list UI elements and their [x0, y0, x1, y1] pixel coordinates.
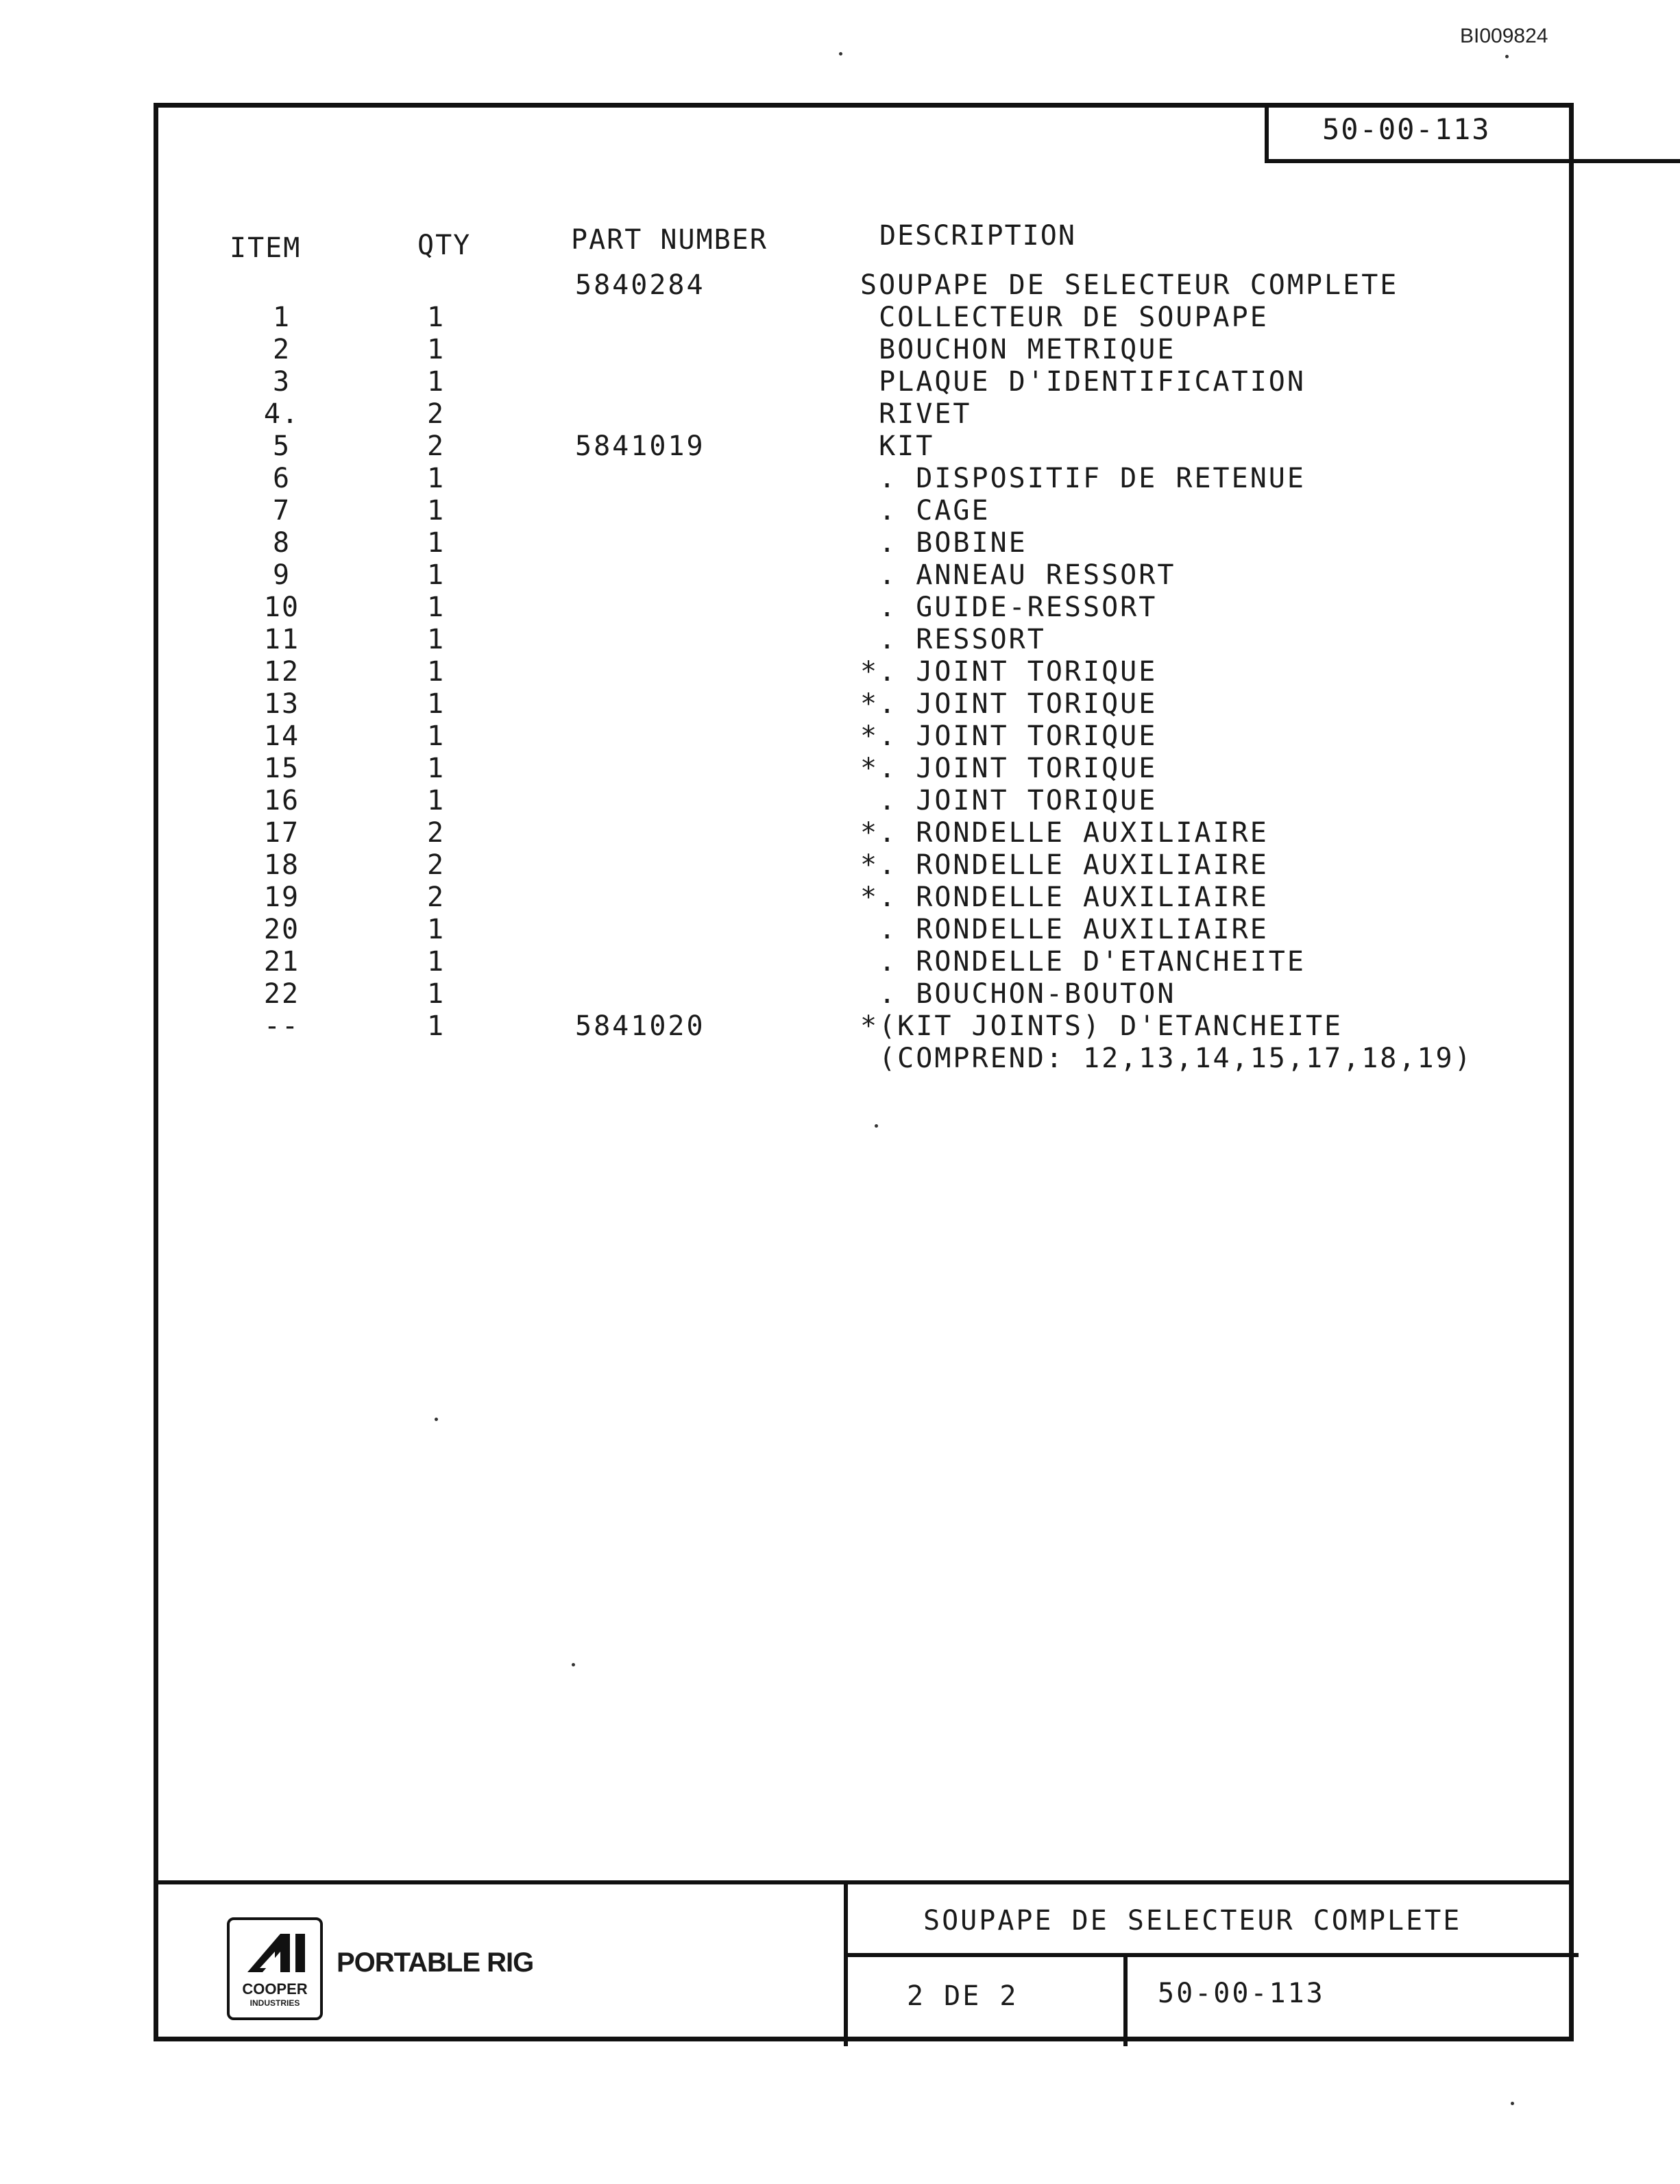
header-qty: QTY	[417, 230, 472, 261]
description-cell: KIT	[860, 430, 935, 462]
table-row	[158, 688, 1569, 720]
qty-cell: 1	[426, 463, 444, 494]
qty-cell: 2	[426, 817, 444, 849]
table-row	[158, 946, 1569, 978]
item-cell: 3	[272, 366, 291, 398]
scan-speck	[572, 1663, 575, 1666]
scan-speck	[875, 1124, 878, 1128]
table-row	[158, 398, 1569, 430]
item-cell: 4.	[263, 398, 300, 430]
table-row	[158, 882, 1569, 914]
qty-cell: 1	[426, 785, 444, 816]
table-row	[158, 269, 1569, 302]
table-row	[158, 334, 1569, 366]
description-cell: . BOBINE	[860, 527, 1027, 559]
description-cell: *. RONDELLE AUXILIAIRE	[860, 849, 1269, 881]
table-row	[158, 366, 1569, 398]
parts-list-frame	[154, 103, 1574, 2041]
description-cell: *. JOINT TORIQUE	[860, 688, 1158, 720]
description-cell: *(KIT JOINTS) D'ETANCHEITE	[860, 1010, 1343, 1042]
qty-cell: 1	[426, 302, 444, 333]
description-cell: *. JOINT TORIQUE	[860, 656, 1158, 688]
table-row	[158, 1010, 1569, 1043]
item-cell: 6	[272, 463, 291, 494]
table-row	[158, 978, 1569, 1010]
qty-cell: 1	[426, 495, 444, 526]
qty-cell: 1	[426, 914, 444, 945]
table-row	[158, 785, 1569, 817]
item-cell: 20	[263, 914, 300, 945]
description-cell: *. RONDELLE AUXILIAIRE	[860, 882, 1269, 913]
table-row	[158, 1043, 1569, 1075]
item-cell: 1	[272, 302, 291, 333]
part-number-cell: 5841019	[575, 430, 705, 462]
cooper-logo-mark-icon	[242, 1928, 311, 1978]
item-cell: 22	[263, 978, 300, 1010]
qty-cell: 2	[426, 882, 444, 913]
description-cell: . RONDELLE D'ETANCHEITE	[860, 946, 1306, 978]
table-row	[158, 624, 1569, 656]
item-cell: --	[263, 1010, 300, 1042]
table-row	[158, 753, 1569, 785]
logo-subtext: INDUSTRIES	[249, 1998, 300, 2008]
qty-cell: 1	[426, 559, 444, 591]
description-cell: (COMPREND: 12,13,14,15,17,18,19)	[860, 1043, 1473, 1074]
item-cell: 15	[263, 753, 300, 784]
scan-speck	[1511, 2102, 1514, 2105]
reference-box	[1265, 103, 1680, 163]
qty-cell: 1	[426, 527, 444, 559]
description-cell: . RONDELLE AUXILIAIRE	[860, 914, 1269, 945]
table-row	[158, 302, 1569, 334]
logo-text: COOPER	[242, 1980, 308, 1998]
title-block	[844, 1884, 1579, 2046]
item-cell: 18	[263, 849, 300, 881]
item-cell: 5	[272, 430, 291, 462]
table-row	[158, 656, 1569, 688]
description-cell: . JOINT TORIQUE	[860, 785, 1158, 816]
header-item: ITEM	[230, 232, 302, 264]
table-row	[158, 495, 1569, 527]
item-cell: 16	[263, 785, 300, 816]
qty-cell: 1	[426, 753, 444, 784]
table-row	[158, 430, 1569, 463]
table-row	[158, 559, 1569, 592]
description-cell: SOUPAPE DE SELECTEUR COMPLETE	[860, 269, 1399, 301]
description-cell: . BOUCHON-BOUTON	[860, 978, 1176, 1010]
item-cell: 17	[263, 817, 300, 849]
table-row	[158, 720, 1569, 753]
qty-cell: 1	[426, 366, 444, 398]
header-description: DESCRIPTION	[879, 220, 1076, 252]
item-cell: 21	[263, 946, 300, 978]
item-cell: 7	[272, 495, 291, 526]
item-cell: 11	[263, 624, 300, 655]
footer-title: SOUPAPE DE SELECTEUR COMPLETE	[923, 1905, 1462, 1937]
description-cell: . DISPOSITIF DE RETENUE	[860, 463, 1306, 494]
part-number-cell: 5841020	[575, 1010, 705, 1042]
qty-cell: 1	[426, 334, 444, 365]
item-cell: 14	[263, 720, 300, 752]
qty-cell: 1	[426, 592, 444, 623]
scan-speck	[1505, 55, 1509, 58]
qty-cell: 1	[426, 624, 444, 655]
description-cell: PLAQUE D'IDENTIFICATION	[860, 366, 1306, 398]
item-cell: 13	[263, 688, 300, 720]
table-row	[158, 849, 1569, 882]
description-cell: COLLECTEUR DE SOUPAPE	[860, 302, 1269, 333]
qty-cell: 1	[426, 978, 444, 1010]
cooper-logo	[227, 1917, 323, 2020]
footer-reference: 50-00-113	[1158, 1978, 1325, 2009]
item-cell: 8	[272, 527, 291, 559]
description-cell: *. RONDELLE AUXILIAIRE	[860, 817, 1269, 849]
qty-cell: 1	[426, 1010, 444, 1042]
scan-speck	[839, 52, 842, 56]
qty-cell: 1	[426, 946, 444, 978]
part-number-cell: 5840284	[575, 269, 705, 301]
description-cell: . GUIDE-RESSORT	[860, 592, 1158, 623]
page-number: 2 DE 2	[907, 1980, 1019, 2012]
qty-cell: 2	[426, 849, 444, 881]
description-cell: *. JOINT TORIQUE	[860, 720, 1158, 752]
description-cell: . ANNEAU RESSORT	[860, 559, 1176, 591]
qty-cell: 2	[426, 398, 444, 430]
qty-cell: 2	[426, 430, 444, 462]
table-row	[158, 527, 1569, 559]
item-cell: 19	[263, 882, 300, 913]
item-cell: 12	[263, 656, 300, 688]
item-cell: 2	[272, 334, 291, 365]
description-cell: BOUCHON METRIQUE	[860, 334, 1176, 365]
qty-cell: 1	[426, 720, 444, 752]
description-cell: RIVET	[860, 398, 972, 430]
description-cell: . CAGE	[860, 495, 990, 526]
document-id: BI009824	[1460, 25, 1548, 47]
qty-cell: 1	[426, 688, 444, 720]
table-row	[158, 817, 1569, 849]
title-block-vertical-divider	[1123, 1957, 1128, 2046]
item-cell: 9	[272, 559, 291, 591]
title-block-divider	[848, 1953, 1579, 1957]
brand-name: PORTABLE RIG	[337, 1948, 534, 1978]
scan-speck	[435, 1418, 438, 1421]
table-row	[158, 463, 1569, 495]
description-cell: . RESSORT	[860, 624, 1046, 655]
table-row	[158, 914, 1569, 946]
qty-cell: 1	[426, 656, 444, 688]
header-part-number: PART NUMBER	[571, 224, 768, 256]
item-cell: 10	[263, 592, 300, 623]
reference-number: 50-00-113	[1322, 112, 1491, 146]
description-cell: *. JOINT TORIQUE	[860, 753, 1158, 784]
table-row	[158, 592, 1569, 624]
